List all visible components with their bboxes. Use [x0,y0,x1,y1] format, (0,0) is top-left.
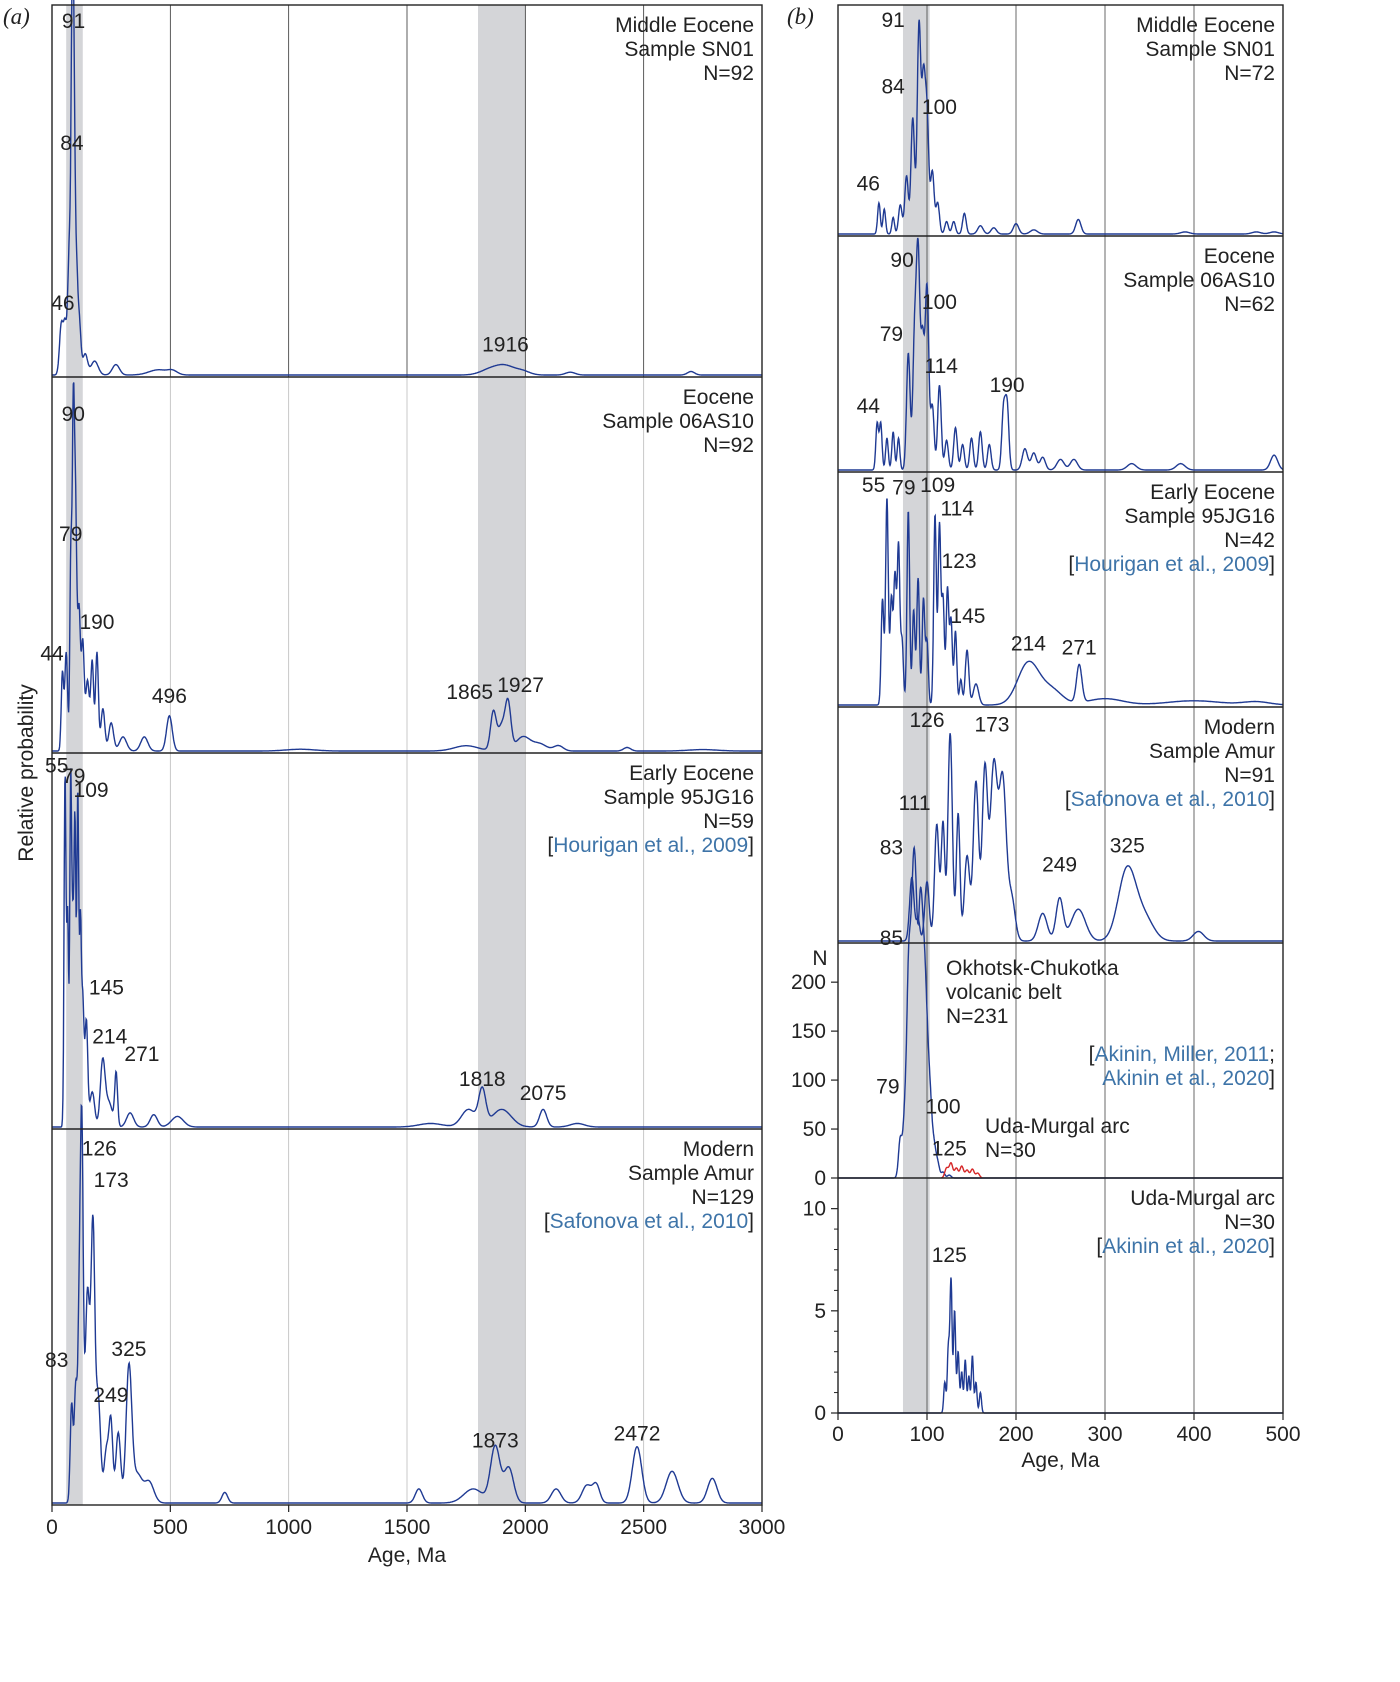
sample-label: Uda-Murgal arc [1130,1187,1275,1210]
sample-label: N=30 [1224,1211,1275,1234]
peak-label: 145 [88,976,124,1000]
panel-b [787,4,1301,1472]
peak-label: 2472 [613,1422,661,1446]
peak-label: 79 [876,1075,900,1099]
y-axis-label-a: Relative probability [15,684,38,862]
peak-label: 85 [879,926,904,950]
peak-label: 249 [1042,853,1078,877]
peak-label: 100 [925,1095,961,1119]
sample-label: N=59 [703,810,754,833]
peak-label: 214 [1010,632,1046,656]
y-tick-label-b: 5 [814,1299,826,1323]
series-label: N=231 [946,1005,1009,1028]
y-tick-label-b: 100 [790,1069,826,1093]
sample-label: Early Eocene [629,762,754,785]
reference-label: [Safonova et al., 2010] [1064,788,1275,811]
sample-label: Sample 95JG16 [1124,505,1275,528]
sample-label: Middle Eocene [1136,14,1275,37]
peak-label: 100 [921,96,957,120]
x-tick-label-a: 3000 [738,1516,786,1539]
peak-label: 145 [950,605,986,629]
sample-label: Early Eocene [1150,481,1275,504]
sample-label: N=92 [703,434,754,457]
shaded-band-a-0 [66,5,83,1505]
x-tick-label-a: 0 [46,1516,58,1539]
peak-label: 109 [920,474,956,498]
sample-label: N=129 [691,1186,754,1209]
sample-label: Sample Amur [627,1162,754,1185]
peak-label: 83 [45,1348,69,1372]
panel-letter-a: (a) [3,4,30,29]
peak-label: 79 [892,476,916,500]
sample-label: Sample SN01 [624,38,754,61]
shaded-band-a-1 [478,5,525,1505]
peak-label: 125 [931,1243,967,1267]
sample-label: N=72 [1224,62,1275,85]
peak-label: 126 [81,1137,117,1161]
peak-label: 2075 [519,1081,567,1105]
x-tick-label-a: 2000 [501,1516,549,1539]
peak-label: 109 [73,779,109,803]
peak-label: 190 [79,610,115,634]
x-tick-label-b: 100 [909,1423,945,1446]
peak-label: 1818 [458,1067,506,1091]
peak-label: 91 [881,9,905,33]
x-tick-label-a: 500 [152,1516,188,1539]
y-axis-label-b: N [812,947,828,970]
peak-label: 79 [879,323,904,347]
sample-label: Sample 06AS10 [602,410,754,433]
peak-label: 1873 [471,1429,519,1453]
sample-label: Sample Amur [1148,740,1275,763]
peak-label: 84 [881,75,905,99]
reference-label: [Hourigan et al., 2009] [547,834,754,857]
peak-label: 190 [989,373,1025,397]
peak-label: 214 [92,1025,128,1049]
reference-label: [Akinin et al., 2020] [1096,1235,1275,1258]
peak-label: 114 [940,497,975,521]
peak-label: 1916 [482,333,529,357]
x-axis-label-b: Age, Ma [1021,1449,1100,1472]
sample-label: Modern [1203,716,1275,739]
peak-label: 55 [45,754,69,778]
peak-label: 44 [40,642,64,666]
peak-label: 100 [921,291,957,315]
peak-label: 123 [941,550,977,574]
peak-label: 83 [879,836,904,860]
sample-label: N=62 [1224,293,1275,316]
peak-label: 126 [909,709,945,733]
peak-label: 1865 [446,681,494,705]
sample-label: Modern [682,1138,754,1161]
peak-label: 496 [151,684,187,708]
reference-label: [Hourigan et al., 2009] [1068,553,1275,576]
x-tick-label-a: 1500 [383,1516,431,1539]
peak-label: 84 [60,131,84,155]
peak-label: 325 [1109,834,1145,858]
peak-label: 91 [61,9,86,33]
series-label: Okhotsk-Chukotka [946,957,1119,980]
peak-label: 325 [111,1338,147,1362]
peak-label: 111 [898,791,931,815]
reference-label: [Akinin, Miller, 2011; [1088,1043,1275,1066]
x-axis-label-a: Age, Ma [367,1544,447,1567]
sample-label: N=92 [703,62,754,85]
peak-label: 46 [856,172,880,196]
y-tick-label-b: 10 [802,1197,826,1221]
sample-label: Middle Eocene [615,14,754,37]
y-tick-label-b: 0 [814,1167,826,1190]
x-tick-label-b: 0 [832,1423,844,1446]
peak-label: 55 [861,474,886,498]
series-label: volcanic belt [946,981,1062,1004]
peak-label: 1927 [497,674,544,698]
series-label-red: N=30 [985,1139,1036,1162]
reference-label: [Safonova et al., 2010] [543,1210,754,1233]
peak-label: 173 [93,1169,129,1193]
peak-label: 249 [93,1383,129,1407]
x-tick-label-b: 200 [998,1423,1034,1446]
x-tick-label-b: 300 [1087,1423,1123,1446]
peak-label: 79 [62,765,86,789]
peak-label: 90 [61,403,85,427]
peak-label: 271 [1061,636,1097,660]
peak-label: 90 [890,248,914,272]
sample-label: N=42 [1224,529,1275,552]
peak-label: 46 [51,291,75,315]
x-tick-label-b: 400 [1176,1423,1212,1446]
peak-label: 173 [974,713,1010,737]
peak-label: 44 [856,395,880,419]
y-tick-label-b: 200 [790,971,826,995]
y-tick-label-b: 150 [790,1020,826,1044]
peak-label: 79 [59,522,83,546]
sample-label: Sample SN01 [1145,38,1275,61]
y-tick-label-b: 0 [814,1402,826,1425]
sample-label: Eocene [1203,245,1275,268]
peak-label: 125 [931,1137,967,1161]
panel-a [3,0,785,1567]
sample-label: N=91 [1224,764,1275,787]
series-label-red: Uda-Murgal arc [985,1115,1130,1138]
panel-letter-b: (b) [787,4,814,29]
x-tick-label-a: 2500 [620,1516,668,1539]
reference-label: Akinin et al., 2020] [1102,1067,1275,1090]
peak-label: 114 [924,354,958,378]
x-tick-label-b: 500 [1265,1423,1301,1446]
sample-label: Sample 06AS10 [1123,269,1275,292]
sample-label: Eocene [682,386,754,409]
x-tick-label-a: 1000 [265,1516,313,1539]
y-tick-label-b: 50 [802,1118,826,1142]
peak-label: 271 [124,1043,160,1067]
sample-label: Sample 95JG16 [603,786,754,809]
